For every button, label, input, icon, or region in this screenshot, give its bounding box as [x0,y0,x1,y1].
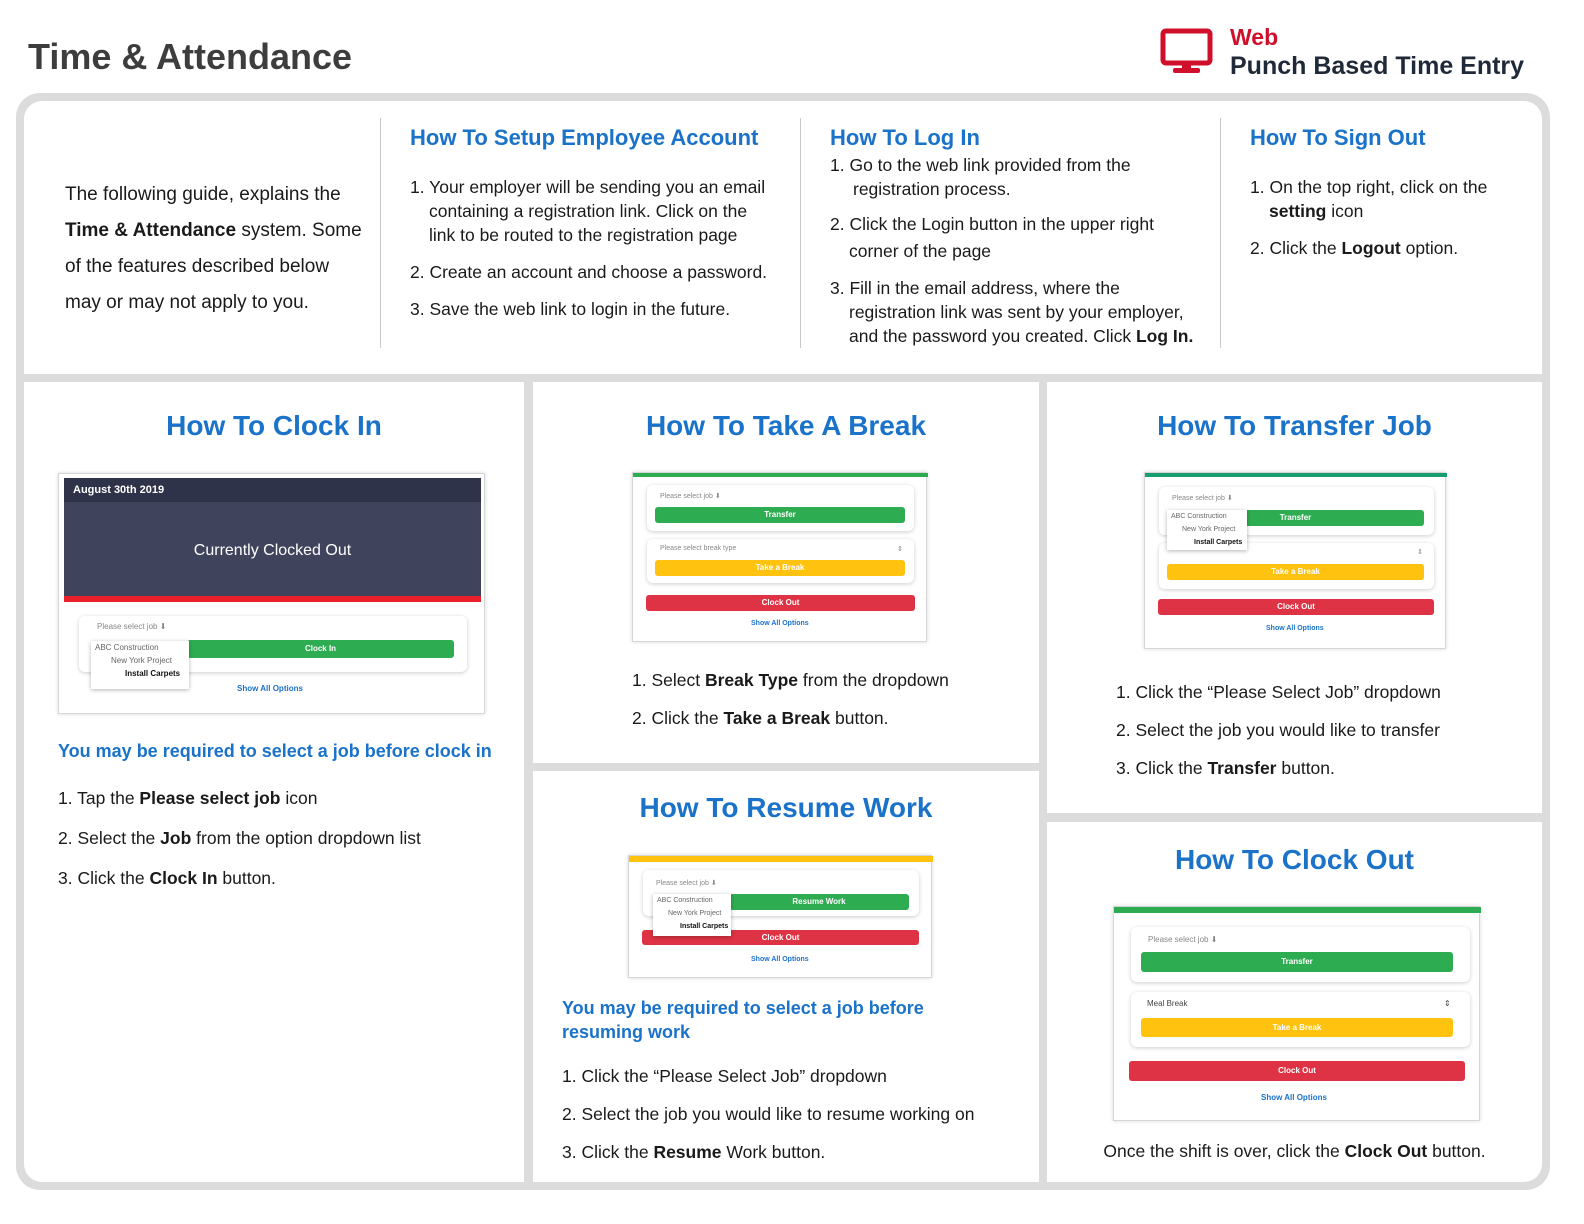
break-steps: 1. Select Break Type from the dropdown 2. Click the Take a Break button. [632,670,949,728]
break-type-select[interactable]: Please select break type [660,545,737,552]
show-all-options-link[interactable]: Show All Options [751,956,809,963]
job-dropdown[interactable] [653,894,731,936]
resume-screenshot [628,855,932,978]
job-select[interactable]: Please select job ⬇ [660,493,721,500]
transfer-button[interactable]: Transfer [1141,952,1453,972]
break-type-select[interactable]: Meal Break [1147,999,1188,1008]
divider [1220,118,1221,348]
logo-web-label: Web [1230,24,1279,50]
job-select[interactable]: Please select job ⬇ [97,622,167,631]
divider [800,118,801,348]
logo-subtitle: Punch Based Time Entry [1230,52,1525,80]
signout-heading: How To Sign Out [1250,125,1426,150]
status-label: Currently Clocked Out [193,542,352,559]
resume-note: You may be required to select a job before resuming work [562,998,924,1042]
page-title: Time & Attendance [28,36,353,77]
clock-out-button[interactable]: Clock Out [646,595,915,611]
dropdown-option[interactable]: ABC Construction [657,897,713,904]
show-all-options-link[interactable]: Show All Options [1261,1093,1327,1102]
job-dropdown[interactable] [1167,510,1247,550]
signout-steps: 1. On the top right, click on the setting icon 2. Click the Logout option. [1250,177,1488,258]
intro-text: The following guide, explains the Time & Attendance system. Some of the features described below may or may not apply to you. [65,184,362,313]
date-label: August 30th 2019 [73,484,165,496]
take-break-button[interactable]: Take a Break [1167,564,1424,580]
divider [380,118,381,348]
login-heading: How To Log In [830,125,980,150]
dropdown-option[interactable]: ABC Construction [1171,513,1227,520]
dropdown-option[interactable]: New York Project [668,910,722,917]
show-all-options-link[interactable]: Show All Options [1266,625,1324,632]
break-screenshot [632,472,927,642]
clock-in-button[interactable]: Clock In [187,640,454,658]
clockin-steps: 1. Tap the Please select job icon 2. Select the Job from the option dropdown list 3. Click the Clock In button. [58,788,421,888]
clockin-screenshot [58,473,485,714]
job-select[interactable]: Please select job ⬇ [656,880,717,887]
resume-work-button[interactable]: Resume Work [729,894,909,910]
clock-out-button[interactable]: Clock Out [1129,1061,1465,1081]
clock-out-button[interactable]: Clock Out [642,930,919,945]
transfer-button[interactable]: Transfer [1167,510,1424,526]
transfer-heading: How To Transfer Job [1157,410,1432,441]
monitor-icon [1160,28,1214,81]
setup-steps: 1. Your employer will be sending you an email containing a registration link. Click on the link to be routed to the registration page 2. Create an account and choose a password. 3. Save the web link to login in the future. [410,177,768,319]
transfer-button[interactable]: Transfer [655,507,905,523]
job-select[interactable]: Please select job ⬇ [1172,495,1233,502]
resume-steps: 1. Click the “Please Select Job” dropdown 2. Select the job you would like to resume working on 3. Click the Resume Work button. [562,1066,975,1162]
transfer-steps: 1. Click the “Please Select Job” dropdown 2. Select the job you would like to transfer 3. Click the Transfer button. [1116,682,1441,778]
clockout-screenshot [1113,906,1480,1121]
clockin-note: You may be required to select a job before clock in [58,741,492,761]
clockin-heading: How To Clock In [166,410,382,441]
clockout-heading: How To Clock Out [1174,844,1415,875]
login-steps: 1. Go to the web link provided from the registration process. 2. Click the Login button in the upper right corner of the page 3. Fill in the email address, where the registration link was sent by your employer, and the password you created. Click Log In. [830,155,1194,346]
setup-heading: How To Setup Employee Account [410,125,759,150]
resume-heading: How To Resume Work [639,792,933,823]
job-dropdown[interactable] [91,641,189,689]
dropdown-option[interactable]: Install Carpets [125,669,181,678]
transfer-screenshot [1144,472,1446,649]
show-all-options-link[interactable]: Show All Options [751,620,809,627]
show-all-options-link[interactable]: Show All Options [237,684,303,693]
dropdown-option[interactable]: New York Project [1182,526,1236,533]
clock-out-button[interactable]: Clock Out [1158,599,1434,615]
dropdown-option[interactable]: ABC Construction [95,643,159,652]
sort-icon: ⇕ [1417,549,1423,556]
sort-icon: ⇕ [1444,999,1451,1008]
take-break-button[interactable]: Take a Break [655,560,905,576]
take-break-button[interactable]: Take a Break [1141,1018,1453,1037]
break-heading: How To Take A Break [645,410,927,441]
clockout-steps: Once the shift is over, click the Clock Out button. [1103,1141,1486,1161]
dropdown-option[interactable]: Install Carpets [1194,539,1243,546]
sort-icon: ⇕ [897,546,903,553]
job-select[interactable]: Please select job ⬇ [1148,935,1218,944]
dropdown-option[interactable]: Install Carpets [680,923,729,930]
dropdown-option[interactable]: New York Project [111,656,172,665]
